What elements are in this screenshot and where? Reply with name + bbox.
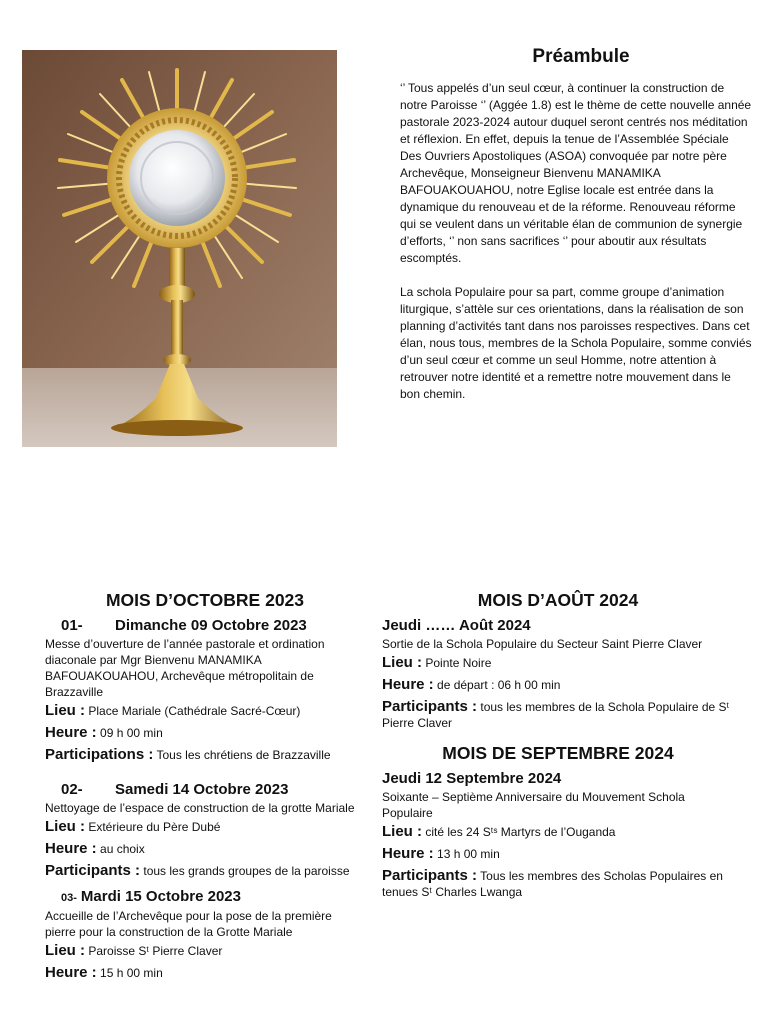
- september-event-heure: Heure : 13 h 00 min: [382, 845, 500, 862]
- september-event-description: Soixante – Septième Anniversaire du Mouvement Schola Populaire: [382, 790, 685, 820]
- october-event-1-description: Messe d’ouverture de l’année pastorale et ordination diaconale par Mgr Bienvenu MANAMIKA BAFOUAKOUAHOU, Archevêque métropolitain de Brazzaville: [45, 637, 325, 699]
- event-date: Samedi 14 Octobre 2023: [115, 781, 289, 798]
- october-event-3-lieu: Lieu : Paroisse Sᵗ Pierre Claver: [45, 942, 223, 959]
- october-event-3-heure: Heure : 15 h 00 min: [45, 964, 163, 981]
- october-event-1-header: [45, 616, 365, 636]
- october-event-3-description: Accueille de l’Archevêque pour la pose de la première pierre pour la construction de la Grotte Mariale: [45, 909, 332, 939]
- august-event-description: Sortie de la Schola Populaire du Secteur Saint Pierre Claver: [382, 637, 703, 651]
- preamble-paragraph-2: La schola Populaire pour sa part, comme groupe d’animation liturgique, s’attèle sur ces orientations, dans la réalisation de son planning d’activités tant dans nos paroisses respectives. Dans cet élan, nous tous, membres de la Schola Populaire, somme conviés d’un seul cœur et comme un seul Homme, notre attention à retrouver notre identité et a remettre notre mouvement dans le bon chemin.: [400, 285, 752, 401]
- october-event-2-description: Nettoyage de l’espace de construction de la grotte Mariale: [45, 801, 355, 815]
- august-september-section: [382, 588, 734, 900]
- october-event-1-participants: Participations : Tous les chrétiens de Brazzaville: [45, 746, 331, 763]
- preamble-paragraph-1: ‘’ Tous appelés d’un seul cœur, à continuer la construction de notre Paroisse ‘’ (Aggée 1.8) est le thème de cette nouvelle année pastorale 2023-2024 autour duquel seront centrés nos méditation et réflexion. En effet, depuis la tenue de l’Assemblée Spéciale Des Ouvriers Apostoliques (ASOA) convoquée par notre père Archevêque, Monseigneur Bienvenu MANAMIKA BAFOUAKOUAHOU, notre Eglise locale est entrée dans la dynamique du renouveau et de la réforme. Renouveau réforme qui se veulent dans un véritable élan de communion de synergie d’efforts, ‘’ non sans sacrifices ‘’ pour aboutir aux résultats escomptés.: [400, 81, 752, 265]
- preamble-section: [400, 46, 752, 420]
- august-event-lieu: Lieu : Pointe Noire: [382, 654, 492, 671]
- event-number: 03-: [61, 892, 77, 904]
- october-event-2-lieu: Lieu : Extérieure du Père Dubé: [45, 818, 221, 835]
- september-event-date: Jeudi 12 Septembre 2024: [382, 770, 562, 787]
- august-event-date: Jeudi …… Août 2024: [382, 617, 531, 634]
- october-event-2-header: [45, 780, 365, 800]
- october-event-1-lieu: Lieu : Place Mariale (Cathédrale Sacré-Cœur): [45, 702, 301, 719]
- september-event-participants: Participants : Tous les membres des Scholas Populaires en tenues Sᵗ Charles Lwanga: [382, 867, 723, 899]
- august-event-participants: Participants : tous les membres de la Schola Populaire de Sᵗ Pierre Claver: [382, 698, 730, 730]
- event-date: Dimanche 09 Octobre 2023: [115, 617, 307, 634]
- event-date: Mardi 15 Octobre 2023: [80, 888, 241, 905]
- monstrance-photo: [22, 50, 337, 447]
- august-event-heure: Heure : de départ : 06 h 00 min: [382, 676, 561, 693]
- preamble-title: Préambule: [532, 46, 630, 67]
- event-number: 02-: [61, 781, 83, 798]
- october-event-2-heure: Heure : au choix: [45, 840, 145, 857]
- october-event-2-participants: Participants : tous les grands groupes de la paroisse: [45, 862, 350, 879]
- october-title: MOIS D’OCTOBRE 2023: [105, 590, 305, 610]
- october-section: [45, 588, 365, 984]
- october-event-3-header: [45, 887, 365, 908]
- event-number: 01-: [61, 617, 83, 634]
- september-event-lieu: Lieu : cité les 24 Sᵗˢ Martyrs de l’Ouganda: [382, 823, 616, 840]
- october-event-1-heure: Heure : 09 h 00 min: [45, 724, 163, 741]
- august-title: MOIS D’AOÛT 2024: [477, 590, 639, 610]
- september-title: MOIS DE SEPTEMBRE 2024: [442, 743, 674, 763]
